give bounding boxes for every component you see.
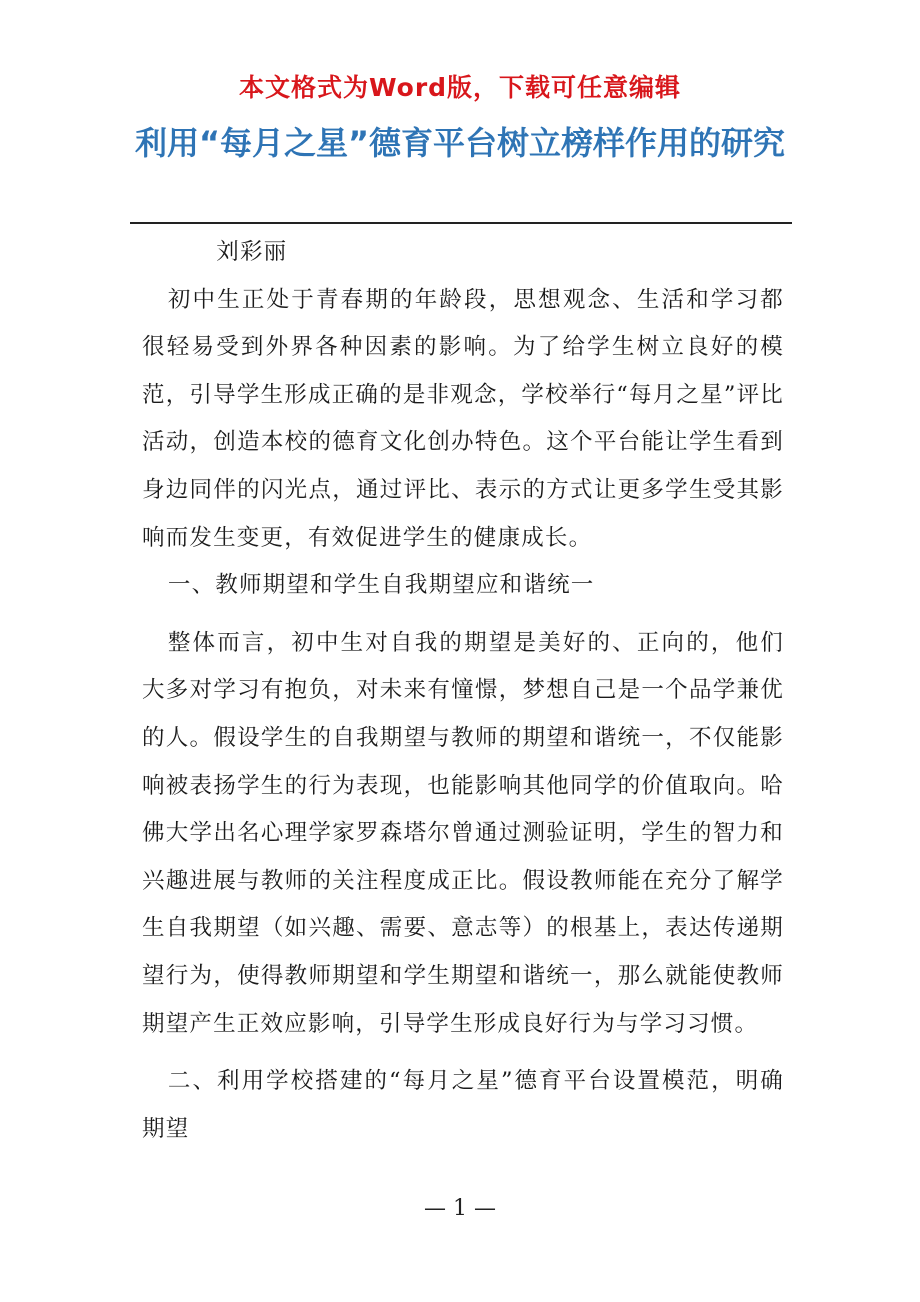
format-notice: 本文格式为Word版，下载可任意编辑 [238,73,682,102]
intro-paragraph: 初中生正处于青春期的年龄段，思想观念、生活和学习都很轻易受到外界各种因素的影响。为了给学生树立良好的模范，引导学生形成正确的是非观念，学校举行“每月之星”评比活动，创造本校的德育文化创办特色。这个平台能让学生看到身边同伴的闪光点，通过评比、表示的方式让更多学生受其影响而发生变更，有效促进学生的健康成长。 [142,286,784,551]
section-heading-1: 一、教师期望和学生自我期望应和谐统一 [167,572,595,599]
title-divider [130,222,792,224]
author-name: 刘彩丽 [216,239,288,265]
section-heading-2: 二、利用学校搭建的“每月之星”德育平台设置模范，明确期望 [142,1068,784,1142]
document-title: 利用“每月之星”德育平台树立榜样作用的研究 [134,124,786,162]
document-body [142,229,784,1153]
page-number: — 1 — [424,1196,496,1221]
section-1-paragraph: 整体而言，初中生对自我的期望是美好的、正向的，他们大多对学习有抱负，对未来有憧憬，梦想自己是一个品学兼优的人。假设学生的自我期望与教师的期望和谐统一，不仅能影响被表扬学生的行为表现，也能影响其他同学的价值取向。哈佛大学出名心理学家罗森塔尔曾通过测验证明，学生的智力和兴趣进展与教师的关注程度成正比。假设教师能在充分了解学生自我期望（如兴趣、需要、意志等）的根基上，表达传递期望行为，使得教师期望和学生期望和谐统一，那么就能使教师期望产生正效应影响，引导学生形成良好行为与学习习惯。 [142,629,784,1037]
